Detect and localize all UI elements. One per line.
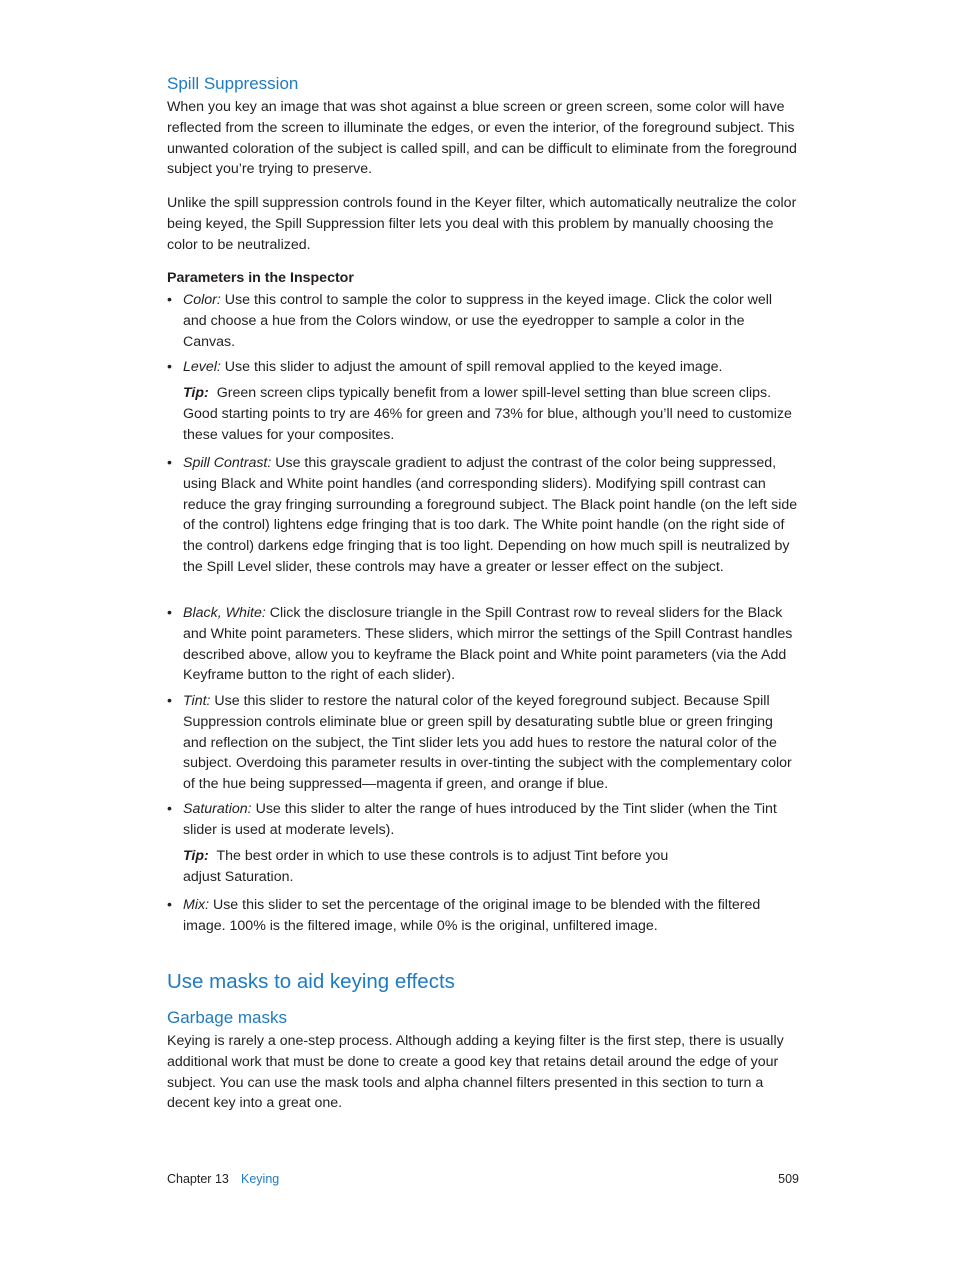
list-item-black-white bbox=[167, 603, 799, 686]
bullet-dot: • bbox=[167, 455, 172, 471]
item-text: Use this slider to set the percentage of the original image to be blended with the filtered image. 100% is the filtered image, while 0% is the original, unfiltered image. bbox=[183, 897, 761, 934]
term-label: Level: bbox=[183, 359, 221, 375]
list-item-saturation bbox=[167, 799, 799, 841]
bullet-dot: • bbox=[167, 693, 172, 709]
paragraph-spill-intro: When you key an image that was shot against a blue screen or green screen, some color will have reflected from the screen to illuminate the edges, or even the interior, of the foreground subject. This unwanted coloration of the subject is called spill, and can be difficult to eliminate from the foreground subject you’re trying to preserve. bbox=[167, 99, 797, 178]
list-item-spill-contrast bbox=[167, 453, 799, 578]
list-item-tint bbox=[167, 691, 799, 795]
term-label: Color: bbox=[183, 292, 221, 308]
footer-chapter: Chapter 13 bbox=[167, 1172, 229, 1186]
bullet-dot: • bbox=[167, 292, 172, 308]
tip-text: Green screen clips typically benefit from a lower spill-level setting than blue screen clips. Good starting points to try are 46% for green and 73% for blue, although you’ll need to customize these values for your composites. bbox=[183, 385, 792, 443]
term-label: Spill Contrast: bbox=[183, 455, 272, 471]
paragraph-spill-controls: Unlike the spill suppression controls found in the Keyer filter, which automatically neutralize the color being keyed, the Spill Suppression filter lets you deal with this problem by manually choosing the color to be neutralized. bbox=[167, 195, 797, 253]
item-text: Use this grayscale gradient to adjust the contrast of the color being suppressed, using Black and White point handles (and corresponding sliders). Modifying spill contrast can reduce the gray fringing surrounding a foreground subject. The Black point handle (on the left side of the control) lightens edge fringing that is too dark. The White point handle (on the right side of the control) darkens edge fringing that is too light. Depending on how much spill is neutralized by the Spill Level slider, these controls may have a greater or lesser effect on the subject. bbox=[183, 455, 798, 575]
page-number: 509 bbox=[778, 1172, 799, 1186]
section-heading-masks: Use masks to aid keying effects bbox=[167, 970, 455, 993]
item-text: Use this slider to adjust the amount of spill removal applied to the keyed image. bbox=[220, 359, 723, 375]
item-text: Use this control to sample the color to suppress in the keyed image. Click the color well and choose a hue from the Colors window, or use the eyedropper to sample a color in the Canvas. bbox=[183, 292, 773, 350]
section-heading-spill-suppression: Spill Suppression bbox=[167, 74, 299, 93]
tip-label: Tip: bbox=[183, 848, 209, 864]
tip-note bbox=[183, 383, 799, 445]
list-item-mix bbox=[167, 895, 799, 937]
item-text: Use this slider to restore the natural color of the keyed foreground subject. Because Spill Suppression controls eliminate blue or green spill by desaturating subtle blue or green fringing and reflection on the subject, the Tint slider lets you add hues to restore the natural color of the subject. Overdoing this parameter results in over-tinting the subject with the complementary color of the hue being suppressed—magenta if green, and orange if blue. bbox=[183, 693, 792, 793]
list-item-color bbox=[167, 290, 799, 352]
footer-section-link[interactable]: Keying bbox=[241, 1172, 280, 1186]
tip-note bbox=[183, 846, 703, 888]
parameters-heading: Parameters in the Inspector bbox=[167, 270, 354, 286]
bullet-dot: • bbox=[167, 897, 172, 913]
term-label: Mix: bbox=[183, 897, 210, 913]
bullet-dot: • bbox=[167, 801, 172, 817]
page-footer bbox=[167, 1172, 799, 1192]
tip-text: The best order in which to use these controls is to adjust Tint before you adjust Saturation. bbox=[183, 848, 669, 885]
tip-label: Tip: bbox=[183, 385, 209, 401]
subsection-heading-garbage-masks: Garbage masks bbox=[167, 1008, 287, 1027]
term-label: Black, White: bbox=[183, 605, 266, 621]
list-item-level bbox=[167, 357, 799, 378]
item-text: Click the disclosure triangle in the Spill Contrast row to reveal sliders for the Black and White point parameters. These sliders, which mirror the settings of the Spill Contrast handles described above, allow you to keyframe the Black point and White point parameters (via the Add Keyframe button to the right of each slider). bbox=[183, 605, 793, 684]
bullet-dot: • bbox=[167, 359, 172, 375]
term-label: Tint: bbox=[183, 693, 211, 709]
paragraph-garbage-masks: Keying is rarely a one-step process. Although adding a keying filter is the first step, there is usually additional work that must be done to create a good key that retains detail around the edge of your subject. You can use the mask tools and alpha channel filters presented in this section to turn a decent key into a great one. bbox=[167, 1033, 784, 1112]
item-text: Use this slider to alter the range of hues introduced by the Tint slider (when the Tint slider is used at moderate levels). bbox=[183, 801, 777, 838]
bullet-dot: • bbox=[167, 605, 172, 621]
term-label: Saturation: bbox=[183, 801, 252, 817]
